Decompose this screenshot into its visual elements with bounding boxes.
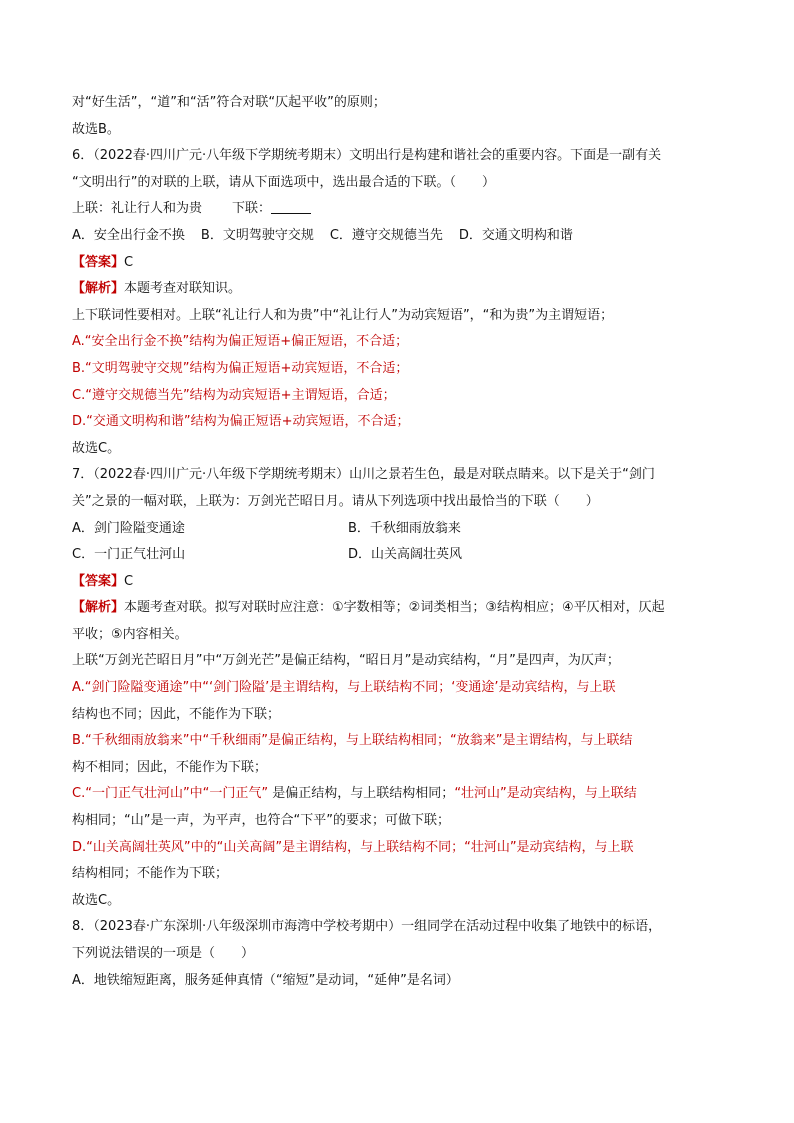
analysis-tag: 【解析】 [72, 281, 125, 297]
q6-answer-value: C [124, 254, 134, 270]
q7-analysis-option-b: B.“千秋细雨放翁来”中“千秋细雨”是偏正结构，与上联结构相同；“放翁来”是主谓结构，与上联结 [72, 733, 633, 749]
q6-options [72, 223, 722, 250]
q7-analysis-option-d: D.“山关高阔壮英风”中的“山关高阔”是主谓结构，与上联结构不同；“壮河山”是动宾结构，与上联 [72, 839, 634, 855]
prev-conclusion: 故选B。 [72, 121, 120, 137]
q7-option-c: C．一门正气壮河山 [72, 547, 186, 563]
q7-options-row-2 [72, 542, 722, 569]
q8-stem-line-2: 下列说法错误的一项是（ ） [72, 946, 255, 961]
q7-answer-value: C [124, 573, 134, 589]
q6-stem-line-2: “文明出行”的对联的上联，请从下面选项中，选出最合适的下联。（ ） [72, 174, 495, 190]
q6-stem-line-1: 6．（2022春·四川广元·八年级下学期统考期末）文明出行是构建和谐社会的重要内容。下面是一副有关 [72, 148, 662, 164]
q7-analysis-option-c [72, 781, 722, 808]
analysis-tag: 【解析】 [72, 600, 125, 616]
q6-analysis-option-d: D.“交通文明构和谐”结构为偏正短语+动宾短语，不合适； [72, 414, 410, 430]
q7-analysis-line-2: 平收；⑤内容相关。 [72, 626, 188, 642]
q7-analysis [72, 595, 722, 622]
q7-option-c-red: C.“一门正气壮河山”中“一门正气” [72, 786, 273, 802]
q6-couplet [72, 196, 722, 223]
q6-conclusion: 故选C。 [72, 440, 121, 456]
q7-option-c-red-2: “壮河山”是动宾结构，与上联结 [454, 786, 637, 802]
q6-answer-blank [271, 199, 311, 214]
q8-stem-line-1: 8．（2023春·广东深圳·八年级深圳市海湾中学校考期中）一组同学在活动过程中收集了地铁中的标语， [72, 919, 662, 935]
q7-options-row-1 [72, 516, 722, 543]
q6-option-c: C．遵守交规德当先 [329, 227, 443, 243]
q7-analysis-text: 本题考查对联。拟写对联时应注意：①字数相等；②词类相当；③结构相应；④平仄相对，仄起 [124, 600, 665, 616]
q7-upper-analysis: 上联“万剑光芒昭日月”中“万剑光芒”是偏正结构，“昭日月”是动宾结构，“月”是四声，为仄声； [72, 653, 620, 669]
q6-answer [72, 250, 722, 277]
q7-analysis-option-a: A.“剑门险隘变通途”中“‘剑门险隘’是主谓结构，与上联结构不同；‘变通途’是动宾结构，与上联 [72, 680, 616, 696]
q6-lower-label: 下联： [232, 201, 272, 217]
q8-option-a: A．地铁缩短距离，服务延伸真情（“缩短”是动词，“延伸”是名词） [72, 972, 459, 988]
q6-analysis-line: 上下联词性要相对。上联“礼让行人和为贵”中“礼让行人”为动宾短语”，“和为贵”为主谓短语； [72, 307, 614, 323]
q6-analysis-option-a: A.“安全出行金不换”结构为偏正短语+偏正短语，不合适； [72, 334, 409, 350]
q7-option-c-black: 是偏正结构，与上联结构相同； [272, 786, 455, 802]
prev-text-line: 对“好生活”，“道”和“活”符合对联“仄起平收”的原则； [72, 95, 386, 110]
q7-option-b: B．千秋细雨放翁来 [348, 520, 461, 536]
q6-analysis-text: 本题考查对联知识。 [124, 281, 242, 297]
answer-tag: 【答案】 [72, 573, 125, 589]
q7-analysis-option-d-cont: 结构相同；不能作为下联； [72, 866, 229, 882]
q7-analysis-option-c-cont: 构相同；“山”是一声，为平声，也符合“下平”的要求；可做下联； [72, 813, 450, 829]
q7-stem-line-2: 关”之景的一幅对联，上联为：万剑光芒昭日月。请从下列选项中找出最恰当的下联（ ） [72, 493, 599, 509]
q7-analysis-option-a-cont: 结构也不同；因此，不能作为下联； [72, 706, 281, 722]
q7-answer [72, 569, 722, 596]
q7-analysis-option-b-cont: 构不相同；因此，不能作为下联； [72, 759, 268, 775]
q6-option-d: D．交通文明构和谐 [458, 227, 573, 243]
q7-stem-line-1: 7．（2022春·四川广元·八年级下学期统考期末）山川之景若生色，最是对联点睛来。以下是关于“剑门 [72, 467, 655, 483]
q7-option-d: D．山关高阔壮英风 [348, 547, 463, 563]
q7-conclusion: 故选C。 [72, 892, 121, 908]
q7-option-a: A．剑门险隘变通途 [72, 520, 185, 536]
document-page [72, 90, 722, 994]
q6-option-a: A．安全出行金不换 [72, 227, 185, 243]
q6-analysis-option-c: C.“遵守交规德当先”结构为动宾短语+主谓短语，合适； [72, 387, 396, 403]
q6-upper-couplet: 上联：礼让行人和为贵 [72, 201, 203, 217]
q6-analysis-option-b: B.“文明驾驶守交规”结构为偏正短语+动宾短语，不合适； [72, 360, 409, 376]
q6-option-b: B．文明驾驶守交规 [200, 227, 314, 243]
q6-analysis [72, 276, 722, 303]
answer-tag: 【答案】 [72, 254, 125, 270]
